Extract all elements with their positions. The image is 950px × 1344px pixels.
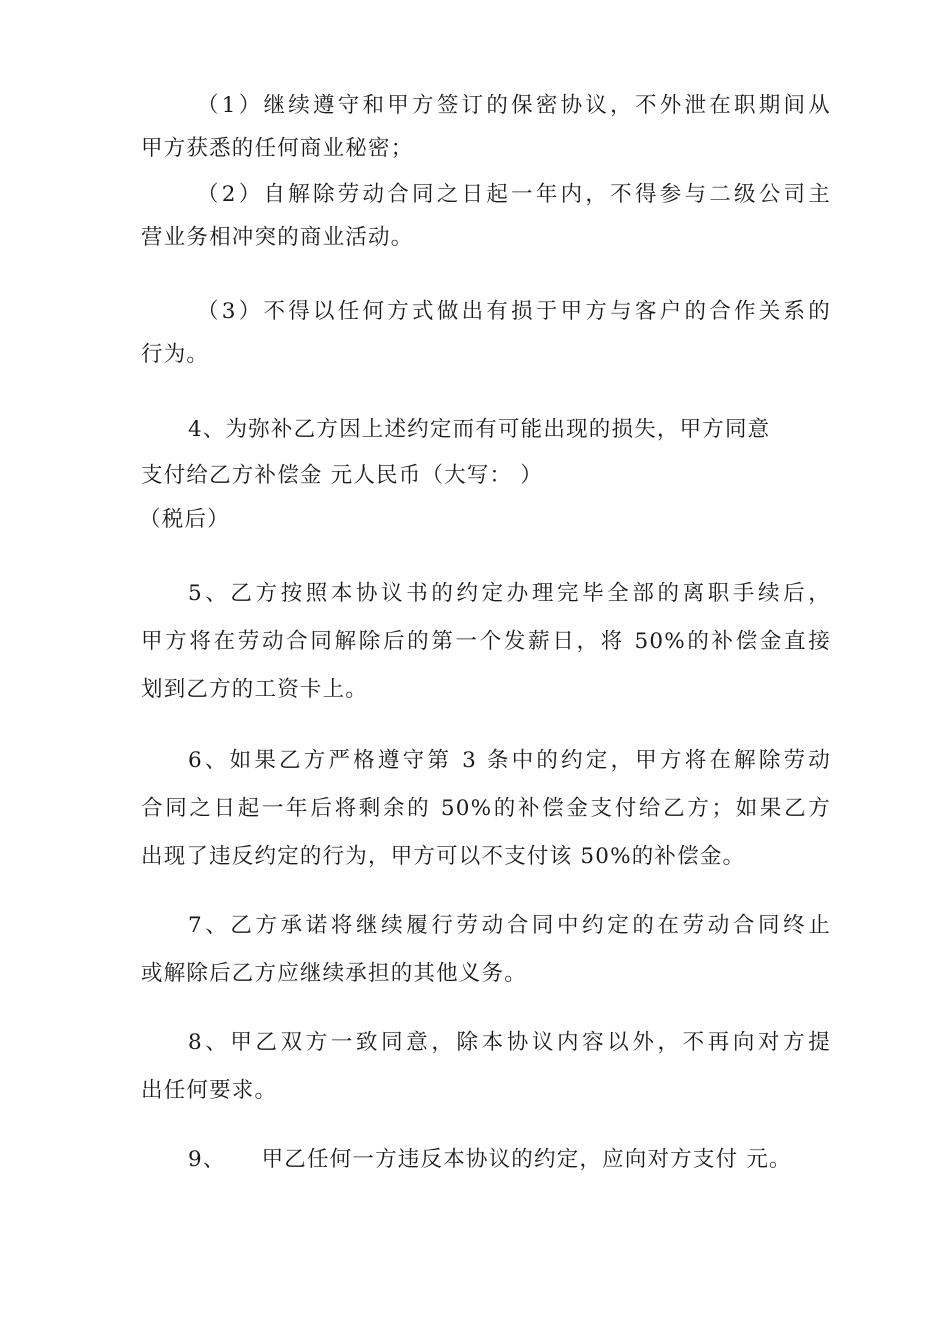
clause-7 [141,902,831,998]
clause-9 [141,1136,831,1184]
clause-line: 行为。 [141,342,210,367]
clause-1-2 [141,173,831,259]
clause-line: 4、为弥补乙方因上述约定而有可能出现的损失，甲方同意 [188,417,771,442]
clause-line: 出现了违反约定的行为，甲方可以不支付该 50%的补偿金。 [141,844,746,869]
clause-line: 或解除后乙方应继续承担的其他义务。 [141,961,527,986]
clause-8 [141,1019,831,1115]
clause-line [141,1136,831,1184]
clause-1-3 [141,290,831,376]
clause-line: 划到乙方的工资卡上。 [141,677,369,702]
clause-line: 支付给乙方补偿金 元人民币（大写： ） [141,463,543,488]
clause-number: 9、 [188,1147,226,1172]
clause-line: 甲方将在劳动合同解除后的第一个发薪日，将 50%的补偿金直接 [141,629,831,654]
clause-line: （1）继续遵守和甲方签订的保密协议，不外泄在职期间从 [197,93,831,118]
clause-line: 8、甲乙双方一致同意，除本协议内容以外，不再向对方提 [188,1030,831,1055]
clause-line: 出任何要求。 [141,1078,278,1103]
clause-line: 营业务相冲突的商业活动。 [141,225,414,250]
clause-line: （税后） [139,507,230,532]
clause-line: 甲方获悉的任何商业秘密； [141,136,414,161]
clause-line: 合同之日起一年后将剩余的 50%的补偿金支付给乙方；如果乙方 [141,796,831,821]
clause-line: （3）不得以任何方式做出有损于甲方与客户的合作关系的 [197,299,831,324]
clause-line: 5、乙方按照本协议书的约定办理完毕全部的离职手续后， [188,581,831,606]
clause-text: 甲乙任何一方违反本协议的约定，应向对方支付 元。 [261,1147,792,1172]
clause-6 [141,737,831,881]
clause-line: （2）自解除劳动合同之日起一年内，不得参与二级公司主 [197,182,831,207]
clause-line: 6、如果乙方严格遵守第 3 条中的约定，甲方将在解除劳动 [188,748,831,773]
clause-5 [141,570,831,714]
clause-1-1 [141,84,831,170]
clause-line: 7、乙方承诺将继续履行劳动合同中约定的在劳动合同终止 [188,913,831,938]
clause-4 [141,405,831,545]
